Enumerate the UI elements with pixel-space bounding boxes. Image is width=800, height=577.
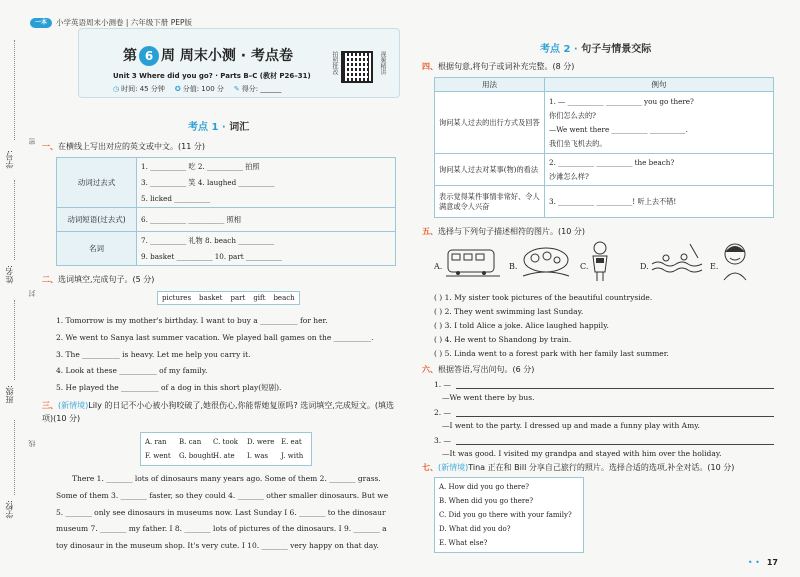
point-1-word: 词汇 [229,122,250,133]
usage-cell: 表示觉得某件事情非常好、令人满意或令人兴奋 [435,186,545,218]
class-label: 班级: [5,385,14,404]
section-num: 三、 [42,401,58,410]
swimming-icon [650,240,704,282]
sentence-table [434,77,774,218]
table-row [435,154,774,186]
pen-icon: ✎ [233,85,240,93]
section-text: 选词填空,完成句子。(5 分) [58,275,155,284]
question-item[interactable]: 2. We went to Sanya last summer vacation. We played ball games on the __________. [56,333,374,342]
fill-line [14,40,15,140]
answer-text: —I went to the party. I dressed up and made a funny play with Amy. [442,421,700,430]
answer-line[interactable] [456,388,774,389]
qr-code-icon[interactable] [341,51,373,83]
word-option: pictures [162,294,192,302]
vocab-line[interactable]: 9. basket __________ 10. part __________ [141,251,282,261]
section-num: 六、 [422,365,438,374]
question-item[interactable]: ( ) 2. They went swimming last Sunday. [434,307,584,316]
table-row [57,158,396,208]
section-num: 四、 [422,62,438,71]
picture-label: C. [580,262,589,271]
answer-text: —We went there by bus. [442,393,535,402]
section-text: 根据句意,将句子或词补充完整。(8 分) [438,62,575,71]
question-item[interactable]: 5. He played the __________ of a dog in this short play(短剧). [56,383,282,392]
answer-text: —It was good. I visited my grandpa and stayed with him over the holiday. [442,449,722,458]
vocab-table [56,157,396,266]
table-row [57,232,396,266]
section-6-title [422,364,534,375]
name-label: 姓名: [5,265,14,284]
section-tag: (新情境) [58,401,89,410]
qr-left-label: 拍照批改 [331,51,338,75]
passage-line[interactable]: museum 7. _______ my father. I 8. _______ lots of pictures of the dinosaurs. I 9. _______ a [56,524,387,533]
options-box-3 [140,432,312,466]
row-label: 动词短语(过去式) [57,208,137,232]
passage-line[interactable]: There 1. _______ lots of dinosaurs many years ago. Some of them 2. _______ grass. [72,474,381,483]
fill-line [14,420,15,495]
option: F. went [145,452,171,460]
section-text: 根据答语,写出问句。(6 分) [438,365,535,374]
option: B. can [179,438,202,446]
page-num: 17 [766,558,778,567]
question-item[interactable]: ( ) 5. Linda went to a forest park with her family last summer. [434,349,669,358]
option: A. How did you go there? [439,483,529,491]
section-tag: (新情境) [438,463,469,472]
example-cell [545,92,774,154]
options-box-7 [434,477,584,553]
picture-label: D. [640,262,649,271]
vocab-line[interactable]: 7. __________ 礼物 8. beach __________ [141,235,275,245]
table-header [435,78,774,92]
option: B. When did you go there? [439,497,534,505]
column-header: 例句 [545,78,774,92]
time-text: 时间: 45 分钟 [121,85,165,93]
option: A. ran [145,438,167,446]
section-7-title [422,462,734,473]
score-text: 分值: 100 分 [182,85,224,93]
brand-logo: 一本 [30,18,52,28]
picture-label: E. [710,262,719,271]
table-row [435,186,774,218]
column-header: 用法 [435,78,545,92]
section-text: Lily 的日记不小心被小狗咬破了,她很伤心,你能帮她复原吗? 选词填空,完成短文。(填选项)(10 分) [42,401,394,423]
vocab-line[interactable]: 6. __________ __________ 照相 [141,214,241,224]
question-item[interactable]: 1. Tomorrow is my mother's birthday. I want to buy a __________ for her. [56,316,328,325]
table-row [57,208,396,232]
table-row [435,92,774,154]
got-text: 得分: ______ [241,85,282,93]
question-number: 3. — [434,436,452,445]
option: J. with [281,452,304,460]
family-park-icon [519,240,573,282]
exam-info [113,84,281,94]
word-bank [157,291,300,305]
picture-label: B. [509,262,518,271]
section-text: 在横线上写出对应的英文或中文。(11 分) [58,142,205,151]
time-info [113,84,165,94]
options-row [145,435,307,449]
question-item[interactable]: ( ) 3. I told Alice a joke. Alice laughed happily. [434,321,609,330]
laughing-girl-icon [718,240,752,282]
got-info [234,84,281,94]
answer-line[interactable] [456,444,774,445]
binding-margin [0,0,36,577]
seal-mark: 封 [28,290,36,297]
point-2-word: 句子与情景交际 [581,44,652,55]
section-text: Tina 正在和 Bill 分享自己旅行的照片。选择合适的选项,补全对话。(10 分) [468,463,735,472]
star-icon: ✪ [174,85,181,93]
week-number: 6 [139,46,159,66]
option: D. were [247,438,275,446]
score-info [175,84,224,94]
word-option: part [230,294,246,302]
question-item[interactable]: 3. The __________ is heavy. Let me help you carry it. [56,350,251,359]
question-number: 2. — [434,408,452,417]
title-box [78,28,400,98]
page-header [30,17,192,28]
word-option: basket [199,294,223,302]
question-number: 1. — [434,380,452,389]
student-number-label: 学号: [5,150,14,169]
usage-cell: 询问某人过去的出行方式及回答 [435,92,545,154]
fill-line [14,300,15,380]
option: C. took [213,438,239,446]
vocab-line[interactable]: 1. __________ 吃 2. __________ 拍照 [141,161,260,171]
seal-mark: 密 [28,138,36,145]
camera-girl-icon [585,240,615,282]
row-label: 动词过去式 [57,158,137,208]
section-5-title [422,226,585,237]
section-num: 二、 [42,275,58,284]
section-text: 选择与下列句子描述相符的图片。(10 分) [438,227,585,236]
option: D. What did you do? [439,525,511,533]
seal-mark: 线 [28,440,36,447]
section-2-title [42,274,154,285]
unit-subtitle: Unit 3 Where did you go? · Parts B–C (教材 P26–31) [113,72,311,80]
row-content [137,232,396,266]
vocab-line[interactable]: 3. __________ 笑 4. laughed __________ [141,177,275,187]
row-content [137,208,396,232]
point-2-heading [540,40,651,55]
option: E. What else? [439,539,488,547]
option: G. bought [179,452,214,460]
passage-line[interactable]: toy dinosaur in the museum shop. It's very cute. I 10. _______ very happy on that day. [56,541,379,550]
word-option: beach [273,294,295,302]
header-text: 小学英语周末小测卷 | 六年级下册 PEP版 [56,18,192,27]
example-cell [545,154,774,186]
title-prefix: 第 [123,48,137,64]
section-num: 七、 [422,463,438,472]
point-1-pre: 考点 1 · [188,122,230,133]
example-line[interactable]: 3. __________ __________! 听上去不错! [549,196,677,206]
passage-line[interactable]: Some of them 3. _______ faster, so they could 4. _______ other smaller dinosaurs. But we [56,491,389,500]
page-dots: • • [747,558,760,567]
section-num: 一、 [42,142,58,151]
example-cell [545,186,774,218]
row-content [137,158,396,208]
title-suffix: 周 周末小测 · 考点卷 [161,48,293,64]
section-3-title [42,399,398,425]
example-line: 你们怎么去的? [549,110,596,120]
point-1-heading [188,118,249,133]
school-label: 学校: [5,500,14,519]
usage-cell: 询问某人过去对某事(物)的看法 [435,154,545,186]
vocab-line[interactable]: 5. licked __________ [141,193,211,203]
qr-right-label: 视频精讲 [379,51,386,75]
passage-line[interactable]: 5. _______ only see dinosaurs in museums now. Last Sunday I 6. _______ to the dinosaur [56,508,386,517]
section-num: 五、 [422,227,438,236]
page-title [123,45,293,66]
fill-line [14,180,15,260]
example-line[interactable]: 1. — __________ __________ you go there? [549,96,694,106]
example-line[interactable]: 2. __________ __________ the beach? [549,157,675,167]
question-item[interactable]: 4. Look at these __________ of my family. [56,366,208,375]
word-option: gift [253,294,266,302]
option: C. Did you go there with your family? [439,511,572,519]
question-item[interactable]: ( ) 1. My sister took pictures of the beautiful countryside. [434,293,653,302]
picture-label: A. [434,262,443,271]
example-line[interactable]: —We went there __________ __________. [549,124,688,134]
options-row [145,449,307,463]
example-line: 我们坐飞机去的。 [549,138,607,148]
clock-icon: ◷ [113,85,120,93]
train-icon [446,240,500,282]
point-2-pre: 考点 2 · [540,44,582,55]
section-4-title [422,61,574,72]
answer-line[interactable] [456,416,774,417]
question-item[interactable]: ( ) 4. He went to Shandong by train. [434,335,572,344]
row-label: 名词 [57,232,137,266]
option: I. was [247,452,268,460]
example-line: 沙滩怎么样? [549,171,589,181]
section-1-title [42,141,205,152]
page-number [748,558,778,567]
option: H. ate [213,452,235,460]
option: E. eat [281,438,302,446]
